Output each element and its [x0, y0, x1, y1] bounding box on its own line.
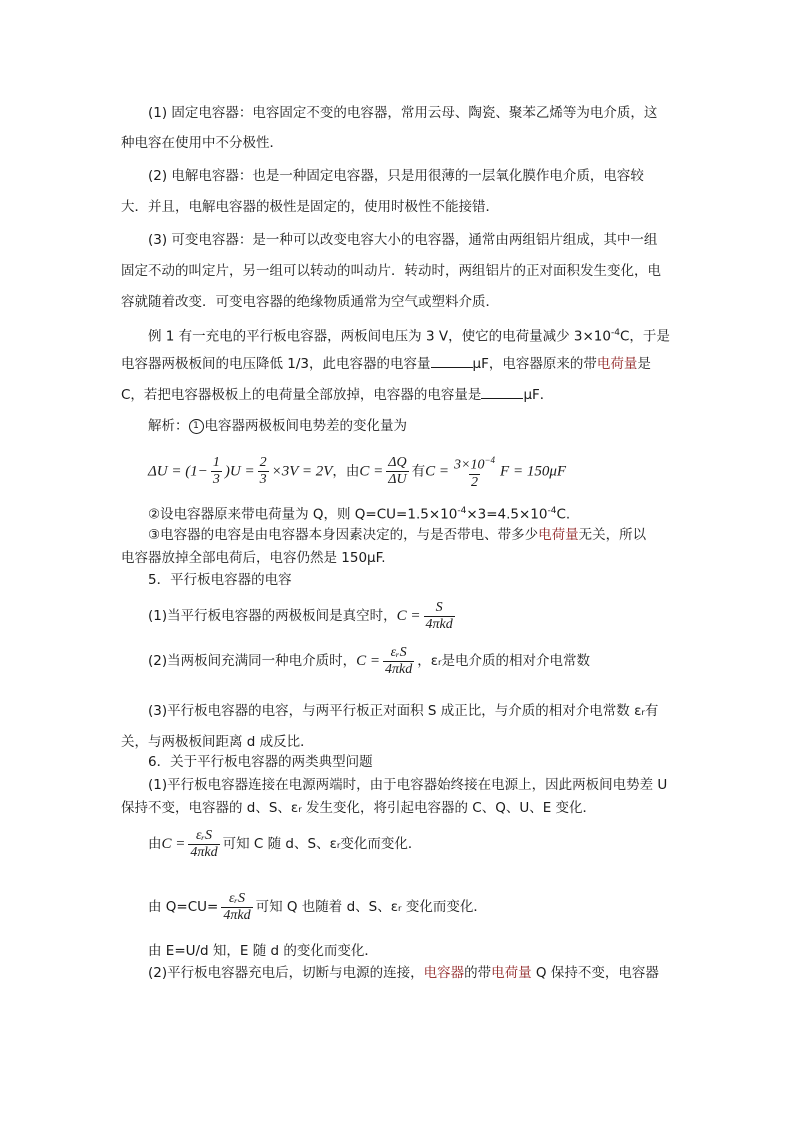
fraction-ers-4pikd	[383, 645, 414, 678]
link-capacitor[interactable]: 电容器	[423, 965, 465, 981]
section-6-rule2	[148, 889, 487, 925]
frac-den: 2	[471, 474, 479, 490]
solution-equation	[148, 452, 566, 491]
section-6-rule1	[148, 826, 421, 862]
section-6-item1-line2: 保持不变，电容器的 d、S、εᵣ 发生变化，将引起电容器的 C、Q、U、E 变化．	[121, 800, 597, 816]
fraction-1-3	[211, 455, 222, 488]
eq-part: C =	[425, 463, 450, 480]
frac-num: S	[435, 599, 443, 615]
solution-text: ②设电容器原来带电荷量为 Q，则 Q=CU=1.5×10	[148, 506, 458, 523]
eq-part: C =	[396, 608, 421, 624]
example-line2	[121, 355, 651, 373]
frac-num: εᵣS	[390, 644, 407, 660]
section-5-item1	[148, 598, 458, 634]
example-text: 电容器两极板间的电压降低 1/3，此电容器的电容量	[121, 356, 431, 372]
item-text: ，εᵣ是电介质的相对介电常数	[417, 653, 591, 669]
rule-text: 由 Q=CU=	[148, 899, 219, 915]
fraction-dq-du	[386, 455, 408, 488]
frac-den: 4πkd	[223, 907, 251, 923]
eq-part: ΔU = (1−	[148, 463, 208, 480]
rule-text: 由	[148, 836, 162, 852]
para-variable-line3: 容就随着改变．可变电容器的绝缘物质通常为空气或塑料介质．	[121, 294, 499, 310]
frac-den: 4πkd	[425, 616, 453, 632]
example-text: μF，电容器原来的带	[472, 356, 597, 372]
answer-blank-1[interactable]	[431, 355, 473, 368]
solution-text: ③电容器的电容是由电容器本身因素决定的，与是否带电、带多少	[148, 527, 539, 543]
fraction-value	[452, 452, 497, 491]
para-fixed-capacitor-line2: 种电容在使用中不分极性．	[121, 135, 283, 151]
para-electrolytic-line1: (2) 电解电容器：也是一种固定电容器，只是用很薄的一层氧化膜作电介质，电容较	[148, 168, 644, 184]
link-charge[interactable]: 电荷量	[491, 965, 532, 981]
section-6-rule3: 由 E=U/d 知，E 随 d 的变化而变化．	[148, 943, 378, 959]
example-text: C，于是	[619, 328, 670, 345]
solution-label: 解析：	[148, 418, 189, 434]
example-text: C，若把电容器极板上的电荷量全部放掉，电容器的电容量是	[121, 387, 482, 403]
fraction-ers-4pikd	[221, 891, 252, 924]
frac-den: 4πkd	[385, 661, 413, 677]
solution-text: 电容器两极板间电势差的变化量为	[204, 418, 407, 434]
para-variable-line1: (3) 可变电容器：是一种可以改变电容大小的电容器，通常由两组铝片组成，其中一组	[148, 232, 658, 248]
example-line3	[121, 386, 553, 404]
solution-intro	[148, 417, 407, 435]
frac-den: ΔU	[388, 471, 407, 487]
frac-den: 3	[212, 471, 220, 487]
item-text: (2)平行板电容器充电后，切断与电源的连接，	[148, 965, 424, 981]
section-6-item2-line1	[148, 964, 659, 982]
rule-text: 可知 Q 也随着 d、S、εᵣ 变化而变化．	[255, 899, 487, 915]
exponent: -4	[547, 506, 557, 516]
exponent: -4	[457, 506, 467, 516]
frac-num: 2	[259, 454, 267, 470]
example-text: μF．	[523, 387, 554, 403]
frac-num: 1	[212, 454, 220, 470]
frac-num-exp: −4	[484, 455, 496, 465]
fraction-ers-4pikd	[188, 828, 219, 861]
frac-num	[452, 452, 497, 474]
eq-part: C =	[356, 653, 381, 669]
fraction-2-3	[258, 455, 269, 488]
solution-text: C.	[556, 506, 571, 523]
solution-text: 无关，所以	[578, 527, 647, 543]
eq-part: C =	[161, 836, 186, 852]
example-text: 是	[637, 356, 651, 372]
solution-text: ×3=4.5×10	[466, 506, 548, 523]
frac-den: 4πkd	[190, 844, 218, 860]
solution-step3-line2: 电容器放掉全部电荷后，电容仍然是 150μF.	[121, 550, 386, 566]
section-5-item3-line2: 关，与两极板间距离 d 成反比．	[121, 734, 314, 750]
frac-den: 3	[259, 471, 267, 487]
example-line1	[148, 324, 670, 346]
eq-part: F = 150μF	[500, 463, 567, 480]
frac-num: ΔQ	[388, 454, 407, 470]
frac-num: εᵣS	[196, 827, 212, 843]
frac-num: εᵣS	[228, 890, 245, 906]
item-text: Q 保持不变，电容器	[531, 965, 659, 981]
section-5-item2	[148, 643, 590, 679]
section-5-item3-line1: (3)平行板电容器的电容，与两平行板正对面积 S 成正比，与介质的相对介电常数 εᵣ有	[148, 703, 659, 719]
circled-number-1: 1	[189, 419, 204, 434]
section-5-title: 5．平行板电容器的电容	[148, 572, 292, 588]
section-6-item1-line1: (1)平行板电容器连接在电源两端时，由于电容器始终接在电源上，因此两板间电势差 U	[148, 777, 668, 793]
item-text: (1)当平行板电容器的两极板间是真空时，	[148, 608, 397, 624]
link-charge[interactable]: 电荷量	[538, 527, 579, 543]
item-text: 的带	[464, 965, 492, 981]
item-text: (2)当两板间充满同一种电介质时，	[148, 653, 357, 669]
para-fixed-capacitor-line1: (1) 固定电容器：电容固定不变的电容器，常用云母、陶瓷、聚苯乙烯等为电介质，这	[148, 105, 658, 121]
frac-num-base: 3×10	[454, 457, 485, 473]
para-electrolytic-line2: 大．并且，电解电容器的极性是固定的，使用时极性不能接错．	[121, 199, 499, 215]
eq-text: 有	[411, 463, 426, 480]
para-variable-line2: 固定不动的叫定片，另一组可以转动的叫动片．转动时，两组铝片的正对面积发生变化，电	[121, 263, 661, 279]
solution-step2	[148, 502, 570, 524]
example-exponent: -4	[610, 328, 620, 338]
fraction-s-4pikd	[424, 600, 455, 633]
rule-text: 可知 C 随 d、S、εᵣ变化而变化．	[222, 836, 422, 852]
section-6-title: 6．关于平行板电容器的两类典型问题	[148, 754, 373, 770]
eq-part: ×3V = 2V	[271, 463, 333, 480]
example-text: 例 1 有一充电的平行板电容器，两板间电压为 3 V，使它的电荷量减少 3×10	[148, 328, 611, 345]
solution-step3-line1	[148, 526, 646, 544]
eq-part: )U =	[224, 463, 255, 480]
answer-blank-2[interactable]	[481, 386, 523, 399]
link-charge[interactable]: 电荷量	[596, 356, 638, 372]
eq-text: ，由	[332, 463, 360, 480]
eq-part: C =	[359, 463, 384, 480]
